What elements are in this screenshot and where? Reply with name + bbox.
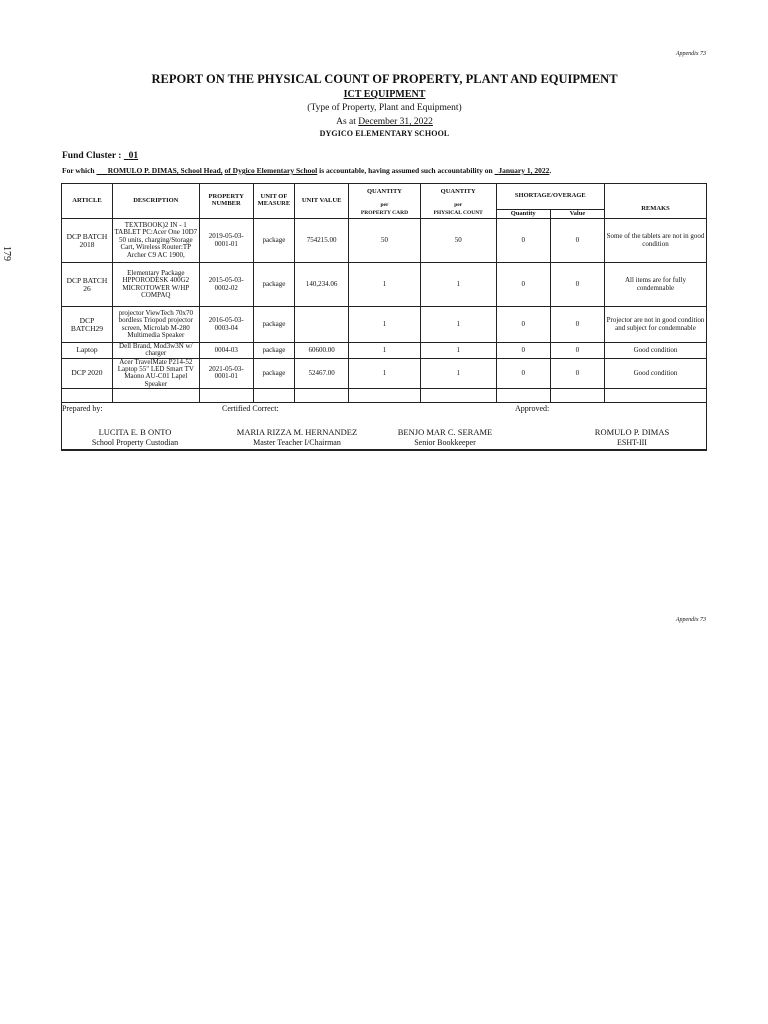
school-name: DYGICO ELEMENTARY SCHOOL bbox=[319, 129, 450, 138]
signatory-position: Senior Bookkeeper bbox=[414, 438, 476, 447]
signatory-name: MARIA RIZZA M. HERNANDEZ bbox=[236, 427, 358, 437]
appendix-label: Appendix 73 bbox=[675, 51, 706, 57]
cell-remarks: Some of the tablets are not in good condition bbox=[605, 219, 707, 263]
cell-short-value: 0 bbox=[550, 358, 604, 388]
cell-qty-card: 50 bbox=[349, 219, 421, 263]
header-qty-card: QUANTITY bbox=[349, 184, 421, 202]
header-remarks: REMAKS bbox=[605, 202, 707, 219]
cell-unit-value: 60600.00 bbox=[295, 343, 349, 359]
signatory-position: School Property Custodian bbox=[91, 438, 179, 447]
cell-unit: package bbox=[253, 307, 294, 343]
cell-description: Acer TravelMate P214-52 Laptop 55" LED Smart TV Maono AU-C01 Lapel Speaker bbox=[112, 358, 199, 388]
as-at-prefix: As at bbox=[336, 117, 356, 127]
appendix-label-bottom: Appendix 73 bbox=[675, 617, 706, 623]
signatory-name: LUCITA E. B ONTO bbox=[98, 427, 172, 437]
header-qty-card-per: per bbox=[349, 202, 421, 210]
accountability-suffix: is accountable, having assumed such accountability on bbox=[319, 166, 493, 175]
cell-qty-count: 1 bbox=[420, 358, 496, 388]
cell-short-qty: 0 bbox=[496, 343, 550, 359]
cell-short-qty: 0 bbox=[496, 358, 550, 388]
as-at-date: December 31, 2022 bbox=[358, 117, 433, 127]
prepared-by-label: Prepared by: bbox=[62, 404, 103, 413]
header-qty-card-sub: PROPERTY CARD bbox=[349, 210, 421, 219]
cell-qty-card: 1 bbox=[349, 307, 421, 343]
cell-unit-value: 754215.00 bbox=[295, 219, 349, 263]
cell-qty-count: 1 bbox=[420, 343, 496, 359]
cell-qty-count: 1 bbox=[420, 307, 496, 343]
header-qty-count: QUANTITY bbox=[420, 184, 496, 202]
cell-remarks: Good condition bbox=[605, 358, 707, 388]
fund-cluster-label: Fund Cluster : bbox=[62, 151, 122, 161]
cell-short-qty: 0 bbox=[496, 263, 550, 307]
signatory-position: ESHT-III bbox=[617, 438, 647, 447]
cell-description: Dell Brand, Mod3w3N w/ charger bbox=[112, 343, 199, 359]
cell-qty-count: 1 bbox=[420, 263, 496, 307]
cell-article: Laptop bbox=[62, 343, 113, 359]
approved-label: Approved: bbox=[515, 404, 550, 413]
header-short-value: Value bbox=[550, 210, 604, 219]
accountability-prefix: For which bbox=[62, 166, 95, 175]
signatory-name: ROMULO P. DIMAS bbox=[594, 427, 670, 437]
cell-remarks: Good condition bbox=[605, 343, 707, 359]
report-subtitle: ICT EQUIPMENT bbox=[343, 89, 426, 100]
signature-block bbox=[61, 397, 707, 451]
cell-property-number: 0004-03 bbox=[199, 343, 253, 359]
cell-article: DCP BATCH29 bbox=[62, 307, 113, 343]
cell-description: Elementary Package HPPORODESK 400G2 MICROTOWER W/HP COMPAQ bbox=[112, 263, 199, 307]
cell-unit-value: 52467.00 bbox=[295, 358, 349, 388]
header-article: ARTICLE bbox=[62, 184, 113, 219]
header-short-quantity: Quantity bbox=[496, 210, 550, 219]
fund-cluster-value: 01 bbox=[128, 151, 139, 161]
header-qty-count-sub: PHYSICAL COUNT bbox=[420, 210, 496, 219]
cell-short-qty: 0 bbox=[496, 219, 550, 263]
type-line: (Type of Property, Plant and Equipment) bbox=[307, 103, 462, 113]
header-shortage-overage: SHORTAGE/OVERAGE bbox=[496, 184, 604, 210]
as-at-line bbox=[62, 117, 707, 127]
certified-correct-label: Certified Correct: bbox=[222, 404, 279, 413]
side-page-number: 179 bbox=[1, 246, 12, 261]
cell-qty-count: 50 bbox=[420, 219, 496, 263]
accountability-school: of Dygico Elementary School bbox=[224, 166, 318, 175]
cell-unit: package bbox=[253, 219, 294, 263]
cell-short-value: 0 bbox=[550, 307, 604, 343]
header-description: DESCRIPTION bbox=[112, 184, 199, 219]
report-title: REPORT ON THE PHYSICAL COUNT OF PROPERTY, PLANT AND EQUIPMENT bbox=[151, 72, 618, 86]
cell-description: projector ViewTech 70x70 bordless Triopod projector screen, Microlab M-280 Multimedia Speaker bbox=[112, 307, 199, 343]
cell-short-value: 0 bbox=[550, 219, 604, 263]
cell-short-qty: 0 bbox=[496, 307, 550, 343]
cell-article: DCP BATCH 26 bbox=[62, 263, 113, 307]
cell-property-number: 2015-05-03-0002-02 bbox=[199, 263, 253, 307]
cell-qty-card: 1 bbox=[349, 358, 421, 388]
cell-article: DCP BATCH 2018 bbox=[62, 219, 113, 263]
signatory-position: Master Teacher I/Chairman bbox=[253, 438, 341, 447]
cell-short-value: 0 bbox=[550, 343, 604, 359]
accountability-line: For which ROMULO P. DIMAS, School Head, of Dygico Elementary School is accountable, having assumed such accountability on January 1, 2022. bbox=[62, 166, 552, 175]
cell-property-number: 2019-05-03-0001-01 bbox=[199, 219, 253, 263]
cell-qty-card: 1 bbox=[349, 343, 421, 359]
cell-article: DCP 2020 bbox=[62, 358, 113, 388]
cell-unit: package bbox=[253, 358, 294, 388]
header-property-number: PROPERTY NUMBER bbox=[199, 184, 253, 219]
accountability-date: January 1, 2022 bbox=[498, 166, 550, 175]
cell-unit: package bbox=[253, 263, 294, 307]
cell-description: TEXTBOOK)2 IN - 1 TABLET PC:Acer One 10D7 50 units, charging/Storage Cart, Wireless Router:TP Archer C9 AC 1900, bbox=[112, 219, 199, 263]
cell-qty-card: 1 bbox=[349, 263, 421, 307]
cell-unit-value: 140,234.06 bbox=[295, 263, 349, 307]
cell-unit-value bbox=[295, 307, 349, 343]
header-unit-of-measure: UNIT OF MEASURE bbox=[253, 184, 294, 219]
signatory-name: BENJO MAR C. SERAME bbox=[397, 427, 493, 437]
table-row bbox=[62, 358, 707, 388]
cell-remarks: Projector are not in good condition and subject for condemnable bbox=[605, 307, 707, 343]
cell-property-number: 2016-05-03-0003-04 bbox=[199, 307, 253, 343]
equipment-table bbox=[61, 183, 707, 403]
cell-short-value: 0 bbox=[550, 263, 604, 307]
cell-unit: package bbox=[253, 343, 294, 359]
table-row bbox=[62, 307, 707, 343]
accountability-person: ROMULO P. DIMAS, School Head, bbox=[107, 166, 223, 175]
table-row bbox=[62, 343, 707, 359]
cell-property-number: 2021-05-03-0001-01 bbox=[199, 358, 253, 388]
fund-cluster bbox=[62, 151, 138, 161]
header-unit-value: UNIT VALUE bbox=[295, 184, 349, 219]
header-qty-count-per: per bbox=[420, 202, 496, 210]
table-row bbox=[62, 219, 707, 263]
table-row bbox=[62, 263, 707, 307]
cell-remarks: All items are for fully condemnable bbox=[605, 263, 707, 307]
